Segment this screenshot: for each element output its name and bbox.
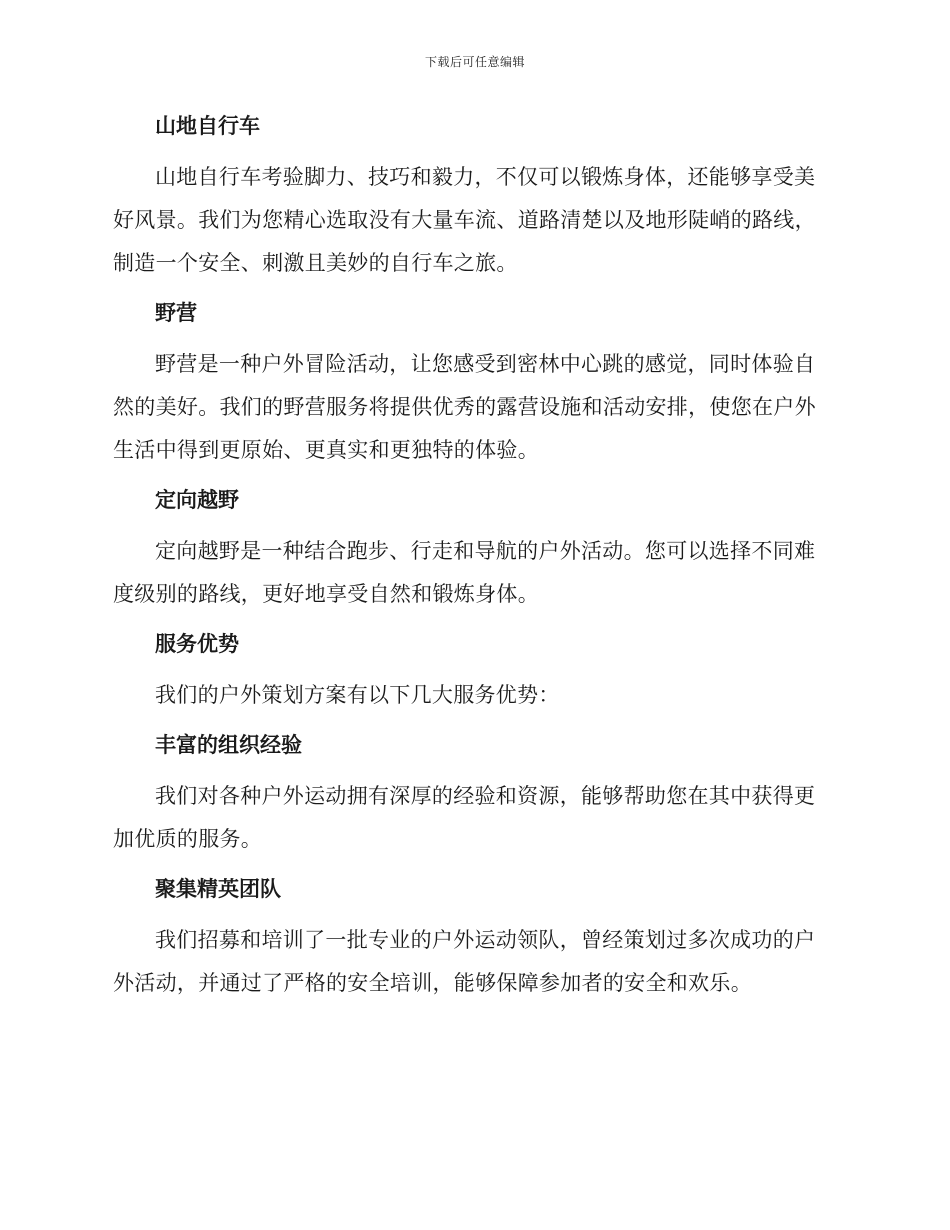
section-title-elite-team: 聚集精英团队 <box>155 877 281 901</box>
section-body-mountain-bike: 山地自行车考验脚力、技巧和毅力，不仅可以锻炼身体，还能够享受美好风景。我们为您精心选取没有大量车流、道路清楚以及地形陡峭的路线，制造一个安全、刺激且美妙的自行车之旅。 <box>113 165 816 275</box>
page-header: 下载后可任意编辑 <box>424 55 525 69</box>
section-title-service-advantages: 服务优势 <box>155 632 239 656</box>
document-content <box>113 108 835 1015</box>
section-body-service-advantages: 我们的户外策划方案有以下几大服务优势： <box>155 683 560 707</box>
section-title-organizing-experience: 丰富的组织经验 <box>155 733 302 757</box>
section-body-organizing-experience: 我们对各种户外运动拥有深厚的经验和资源，能够帮助您在其中获得更加优质的服务。 <box>113 784 816 851</box>
section-body-orienteering: 定向越野是一种结合跑步、行走和导航的户外活动。您可以选择不同难度级别的路线，更好地享受自然和锻炼身体。 <box>113 539 816 606</box>
section-body-elite-team: 我们招募和培训了一批专业的户外运动领队，曾经策划过多次成功的户外活动，并通过了严格的安全培训，能够保障参加者的安全和欢乐。 <box>113 928 816 995</box>
section-title-mountain-bike: 山地自行车 <box>155 114 260 138</box>
section-title-camping: 野营 <box>155 301 197 325</box>
section-body-camping: 野营是一种户外冒险活动，让您感受到密林中心跳的感觉，同时体验自然的美好。我们的野营服务将提供优秀的露营设施和活动安排，使您在户外生活中得到更原始、更真实和更独特的体验。 <box>113 352 816 462</box>
section-title-orienteering: 定向越野 <box>155 488 239 512</box>
